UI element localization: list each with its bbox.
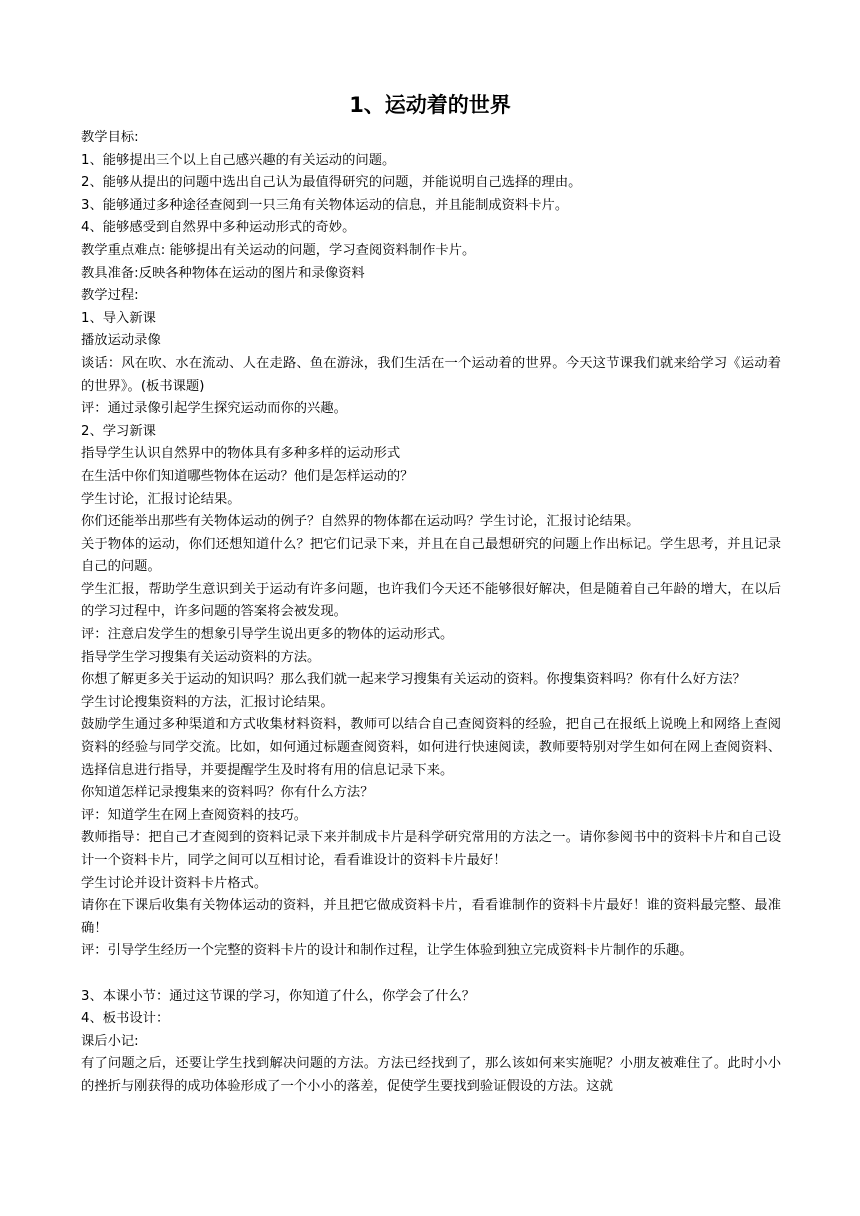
paragraph: 教具准备:反映各种物体在运动的图片和录像资料	[81, 265, 365, 281]
paragraph: 3、本课小节：通过这节课的学习，你知道了什么，你学会了什么？	[81, 988, 476, 1004]
paragraph: 学生汇报，帮助学生意识到关于运动有许多问题，也许我们今天还不能够很好解决，但是随着自己年龄的增大，在以后的学习过程中，许多问题的答案将会被发现。	[81, 581, 781, 620]
paragraph: 学生讨论，汇报讨论结果。	[81, 491, 241, 507]
paragraph: 1、导入新课	[81, 310, 156, 326]
paragraph: 有了问题之后，还要让学生找到解决问题的方法。方法已经找到了，那么该如何来实施呢？小朋友被难住了。此时小小的挫折与刚获得的成功体验形成了一个小小的落差，促使学生要找到验证假设的方法。这就	[81, 1056, 781, 1094]
paragraph: 1、能够提出三个以上自己感兴趣的有关运动的问题。	[81, 152, 396, 168]
paragraph: 学生讨论并设计资料卡片格式。	[81, 875, 268, 891]
paragraph: 你知道怎样记录搜集来的资料吗？你有什么方法？	[81, 785, 374, 801]
paragraph: 教学过程:	[81, 288, 139, 304]
paragraph: 3、能够通过多种途径查阅到一只三角有关物体运动的信息，并且能制成资料卡片。	[81, 197, 569, 213]
blank-line	[81, 963, 781, 986]
paragraph: 评：知道学生在网上查阅资料的技巧。	[81, 807, 308, 823]
page-title: 1、运动着的世界	[349, 93, 511, 117]
document-body	[81, 127, 781, 1099]
paragraph: 在生活中你们知道哪些物体在运动？他们是怎样运动的？	[81, 468, 414, 484]
paragraph: 教师指导：把自己才查阅到的资料记录下来并制成卡片是科学研究常用的方法之一。请你参阅书中的资料卡片和自己设计一个资料卡片，同学之间可以互相讨论，看看谁设计的资料卡片最好！	[81, 830, 781, 868]
paragraph: 课后小记:	[81, 1033, 139, 1049]
paragraph: 教学重点难点: 能够提出有关运动的问题，学习查阅资料制作卡片。	[81, 242, 476, 258]
paragraph: 指导学生认识自然界中的物体具有多种多样的运动形式	[81, 446, 401, 462]
paragraph: 指导学生学习搜集有关运动资料的方法。	[81, 649, 321, 665]
paragraph: 鼓励学生通过多种渠道和方式收集材料资料，教师可以结合自己查阅资料的经验，把自己在报纸上说晚上和网络上查阅资料的经验与同学交流。比如，如何通过标题查阅资料，如何进行快速阅读，教师要特别对学生如何在网上查阅资料、选择信息进行指导，并要提醒学生及时将有用的信息记录下来。	[81, 717, 781, 778]
paragraph: 2、能够从提出的问题中选出自己认为最值得研究的问题，并能说明自己选择的理由。	[81, 175, 582, 191]
paragraph: 评：引导学生经历一个完整的资料卡片的设计和制作过程，让学生体验到独立完成资料卡片制作的乐趣。	[81, 943, 693, 959]
paragraph: 2、学习新课	[81, 423, 156, 439]
paragraph: 评：注意启发学生的想象引导学生说出更多的物体的运动形式。	[81, 627, 454, 643]
paragraph: 请你在下课后收集有关物体运动的资料，并且把它做成资料卡片，看看谁制作的资料卡片最好！谁的资料最完整、最准确！	[81, 898, 781, 936]
paragraph: 关于物体的运动，你们还想知道什么？把它们记录下来，并且在自己最想研究的问题上作出标记。学生思考，并且记录自己的问题。	[81, 536, 781, 575]
paragraph: 4、能够感受到自然界中多种运动形式的奇妙。	[81, 220, 356, 236]
paragraph: 播放运动录像	[81, 333, 161, 349]
paragraph: 学生讨论搜集资料的方法，汇报讨论结果。	[81, 694, 334, 710]
paragraph: 你们还能举出那些有关物体运动的例子？自然界的物体都在运动吗？学生讨论，汇报讨论结果。	[81, 514, 640, 530]
paragraph: 谈话：风在吹、水在流动、人在走路、鱼在游泳，我们生活在一个运动着的世界。今天这节课我们就来给学习《运动着的世界》。(板书课题)	[81, 355, 781, 394]
paragraph: 4、板书设计：	[81, 1011, 170, 1027]
paragraph: 评：通过录像引起学生探究运动而你的兴趣。	[81, 401, 347, 417]
paragraph: 教学目标:	[81, 130, 139, 145]
paragraph: 你想了解更多关于运动的知识吗？那么我们就一起来学习搜集有关运动的资料。你搜集资料吗？你有什么好方法？	[81, 672, 746, 688]
